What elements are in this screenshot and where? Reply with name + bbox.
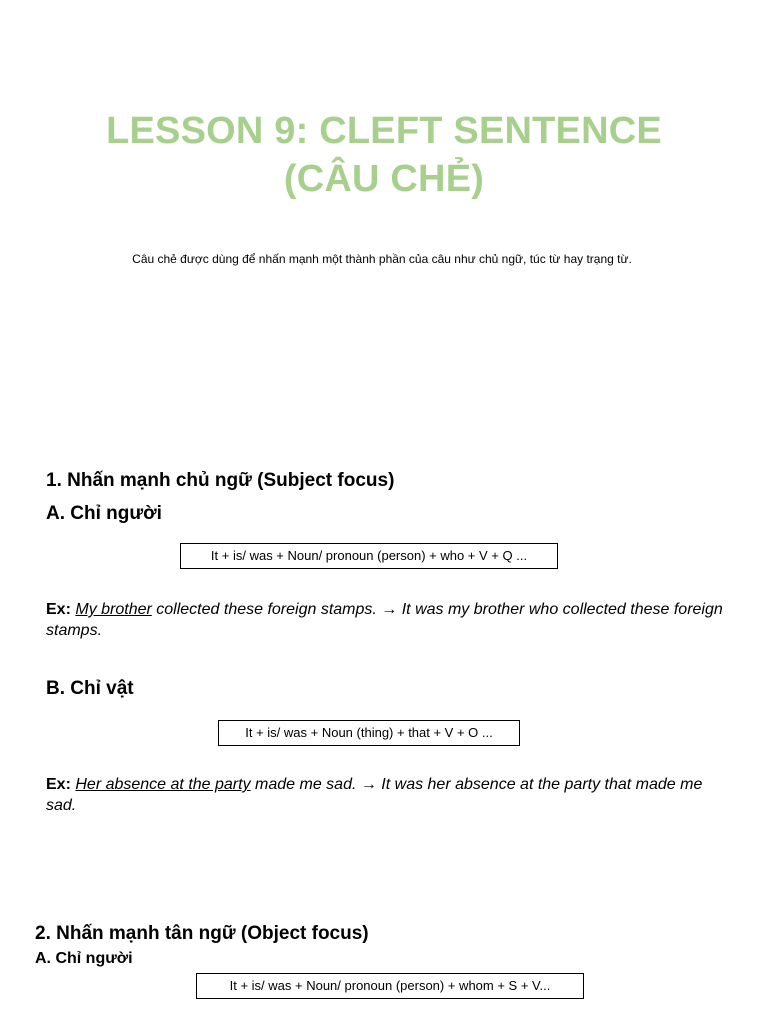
formula-box-subject-person: It + is/ was + Noun/ pronoun (person) + who + V + Q ... (180, 543, 558, 569)
example-subject-thing (46, 774, 726, 816)
example-subject-person (46, 599, 736, 641)
example-label: Ex: (46, 776, 71, 793)
lesson-subtitle: (CÂU CHẺ) (283, 158, 485, 200)
example-focus-phrase: My brother (75, 601, 152, 618)
example-sentence: collected these foreign stamps. → It was my brother who collected these foreign stamps. (46, 601, 723, 639)
section-1-heading: 1. Nhấn mạnh chủ ngữ (Subject focus) (46, 470, 395, 491)
example-label: Ex: (46, 601, 71, 618)
formula-box-subject-thing: It + is/ was + Noun (thing) + that + V + O ... (218, 720, 520, 746)
section-1b-heading: B. Chỉ vật (46, 678, 134, 699)
example-sentence: made me sad. → It was her absence at the party that made me sad. (46, 776, 703, 814)
intro-text: Câu chẻ được dùng để nhấn mạnh một thành phần của câu như chủ ngữ, túc từ hay trạng từ. (132, 252, 632, 266)
example-focus-phrase: Her absence at the party (75, 776, 251, 793)
section-2a-heading: A. Chỉ người (35, 950, 133, 967)
lesson-title: LESSON 9: CLEFT SENTENCE (106, 110, 662, 152)
section-1a-heading: A. Chỉ người (46, 503, 162, 524)
section-2-heading: 2. Nhấn mạnh tân ngữ (Object focus) (35, 923, 369, 944)
formula-box-object-person: It + is/ was + Noun/ pronoun (person) + whom + S + V... (196, 973, 584, 999)
